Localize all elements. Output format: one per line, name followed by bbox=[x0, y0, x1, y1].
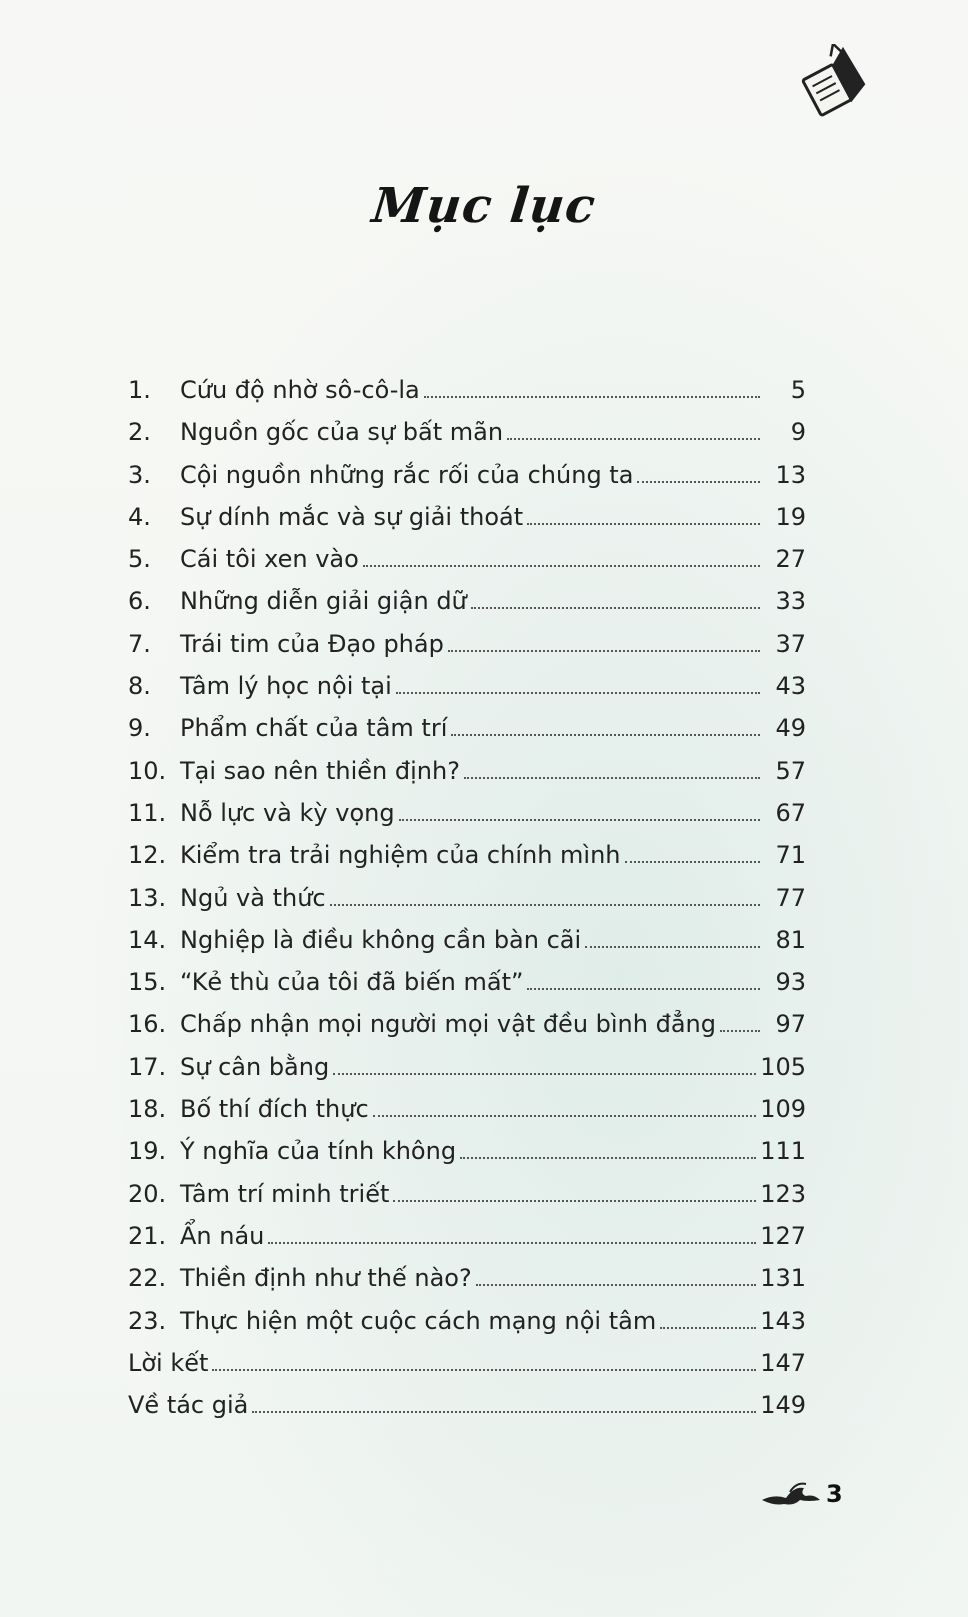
toc-entry-title: Lời kết bbox=[128, 1348, 209, 1377]
dot-leader bbox=[476, 1284, 756, 1286]
toc-entry-number: 9. bbox=[128, 714, 151, 743]
toc-entry-number: 7. bbox=[128, 629, 151, 658]
dot-leader bbox=[396, 692, 760, 694]
page-title: Mục lục bbox=[369, 178, 599, 234]
toc-entry-title: Kiểm tra trải nghiệm của chính mình bbox=[180, 841, 621, 870]
toc-entry-page: 49 bbox=[775, 714, 806, 743]
toc-entry bbox=[128, 580, 806, 622]
dot-leader bbox=[637, 481, 760, 483]
toc-entry-number: 15. bbox=[128, 968, 167, 997]
toc-entry bbox=[128, 411, 806, 453]
dot-leader bbox=[460, 1157, 756, 1159]
toc-entry-title: Về tác giả bbox=[128, 1391, 249, 1420]
toc-entry-title: Tại sao nên thiền định? bbox=[180, 756, 460, 785]
toc-entry bbox=[128, 1342, 806, 1384]
toc-entry-page: 105 bbox=[760, 1052, 806, 1081]
toc-entry bbox=[128, 538, 806, 580]
page-footer bbox=[760, 1476, 850, 1516]
dot-leader bbox=[363, 565, 760, 567]
toc-entry bbox=[128, 1130, 806, 1172]
toc-entry-page: 131 bbox=[760, 1264, 806, 1293]
toc-entry-page: 71 bbox=[775, 841, 806, 870]
toc-entry-page: 13 bbox=[775, 460, 806, 489]
toc-entry-page: 81 bbox=[775, 925, 806, 954]
toc-entry-number: 11. bbox=[128, 798, 167, 827]
toc-entry bbox=[128, 919, 806, 961]
dot-leader bbox=[212, 1369, 756, 1371]
table-of-contents bbox=[128, 369, 806, 1426]
dot-leader bbox=[585, 946, 760, 948]
toc-entry-page: 127 bbox=[760, 1221, 806, 1250]
publisher-book-logo-icon bbox=[798, 44, 870, 122]
toc-entry-page: 123 bbox=[760, 1179, 806, 1208]
toc-entry-title: Tâm lý học nội tại bbox=[180, 672, 392, 701]
toc-entry bbox=[128, 1003, 806, 1045]
toc-entry-page: 77 bbox=[775, 883, 806, 912]
toc-entry-number: 5. bbox=[128, 545, 151, 574]
toc-entry-title: Chấp nhận mọi người mọi vật đều bình đẳng bbox=[180, 1010, 716, 1039]
toc-entry-number: 22. bbox=[128, 1264, 167, 1293]
toc-entry-title: Ngủ và thức bbox=[180, 883, 326, 912]
toc-entry-number: 8. bbox=[128, 672, 151, 701]
toc-entry bbox=[128, 792, 806, 834]
toc-entry bbox=[128, 750, 806, 792]
toc-entry-number: 18. bbox=[128, 1095, 167, 1124]
dot-leader bbox=[471, 607, 760, 609]
toc-entry-page: 5 bbox=[790, 376, 806, 404]
toc-entry-page: 109 bbox=[760, 1095, 806, 1124]
toc-entry bbox=[128, 1300, 806, 1342]
toc-entry-page: 111 bbox=[760, 1137, 806, 1166]
toc-entry-title: Ẩn náu bbox=[180, 1221, 265, 1250]
dot-leader bbox=[393, 1200, 756, 1202]
toc-entry-title: Thực hiện một cuộc cách mạng nội tâm bbox=[180, 1306, 657, 1335]
toc-entry-title: Nguồn gốc của sự bất mãn bbox=[180, 418, 504, 447]
toc-entry-title: Nỗ lực và kỳ vọng bbox=[180, 798, 395, 827]
toc-entry-number: 2. bbox=[128, 418, 151, 447]
toc-entry-page: 67 bbox=[775, 798, 806, 827]
bird-ornament-icon bbox=[760, 1480, 822, 1510]
toc-entry bbox=[128, 1384, 806, 1426]
toc-entry-number: 20. bbox=[128, 1179, 167, 1208]
toc-entry-number: 23. bbox=[128, 1306, 167, 1335]
toc-entry-title: Cội nguồn những rắc rối của chúng ta bbox=[180, 460, 634, 489]
dot-leader bbox=[268, 1242, 756, 1244]
dot-leader bbox=[507, 438, 760, 440]
dot-leader bbox=[625, 861, 760, 863]
dot-leader bbox=[451, 734, 760, 736]
toc-entry-page: 57 bbox=[775, 756, 806, 785]
toc-entry-title: Tâm trí minh triết bbox=[180, 1179, 390, 1208]
toc-entry bbox=[128, 877, 806, 919]
toc-entry bbox=[128, 834, 806, 876]
toc-entry-title: Ý nghĩa của tính không bbox=[180, 1137, 457, 1166]
toc-entry-page: 97 bbox=[775, 1010, 806, 1039]
toc-entry bbox=[128, 1088, 806, 1130]
toc-entry-page: 27 bbox=[775, 545, 806, 574]
toc-entry-page: 149 bbox=[760, 1391, 806, 1420]
toc-entry-page: 147 bbox=[760, 1348, 806, 1377]
toc-entry bbox=[128, 1257, 806, 1299]
toc-entry-page: 19 bbox=[775, 502, 806, 531]
toc-entry-page: 143 bbox=[760, 1306, 806, 1335]
toc-entry bbox=[128, 369, 806, 411]
dot-leader bbox=[448, 650, 760, 652]
toc-entry-title: Cứu độ nhờ sô-cô-la bbox=[180, 376, 420, 404]
toc-entry-number: 3. bbox=[128, 460, 151, 489]
toc-entry-number: 4. bbox=[128, 502, 151, 531]
dot-leader bbox=[660, 1327, 756, 1329]
toc-entry-title: Thiền định như thế nào? bbox=[180, 1264, 472, 1293]
toc-entry-number: 10. bbox=[128, 756, 167, 785]
toc-entry-title: Sự dính mắc và sự giải thoát bbox=[180, 502, 524, 531]
dot-leader bbox=[527, 523, 760, 525]
toc-entry bbox=[128, 707, 806, 749]
dot-leader bbox=[720, 1030, 760, 1032]
toc-entry-number: 16. bbox=[128, 1010, 167, 1039]
toc-entry-title: “Kẻ thù của tôi đã biến mất” bbox=[180, 968, 524, 997]
toc-entry-title: Trái tim của Đạo pháp bbox=[180, 629, 444, 658]
toc-entry bbox=[128, 1215, 806, 1257]
toc-entry-number: 19. bbox=[128, 1137, 167, 1166]
dot-leader bbox=[333, 1073, 756, 1075]
dot-leader bbox=[373, 1115, 757, 1117]
dot-leader bbox=[252, 1411, 756, 1413]
toc-entry-title: Phẩm chất của tâm trí bbox=[180, 714, 448, 743]
dot-leader bbox=[330, 904, 760, 906]
toc-entry-title: Bố thí đích thực bbox=[180, 1095, 369, 1124]
toc-entry-page: 43 bbox=[775, 672, 806, 701]
toc-entry-title: Những diễn giải giận dữ bbox=[180, 587, 467, 616]
toc-entry-number: 6. bbox=[128, 587, 151, 616]
dot-leader bbox=[527, 988, 760, 990]
toc-entry-page: 9 bbox=[790, 418, 806, 447]
toc-entry bbox=[128, 454, 806, 496]
toc-entry-number: 1. bbox=[128, 376, 151, 404]
toc-entry-number: 12. bbox=[128, 841, 167, 870]
toc-entry-title: Cái tôi xen vào bbox=[180, 545, 359, 574]
toc-entry-number: 13. bbox=[128, 883, 167, 912]
toc-entry-number: 17. bbox=[128, 1052, 167, 1081]
toc-entry-page: 33 bbox=[775, 587, 806, 616]
dot-leader bbox=[464, 777, 760, 779]
dot-leader bbox=[399, 819, 760, 821]
dot-leader bbox=[424, 396, 760, 398]
toc-entry-page: 93 bbox=[775, 968, 806, 997]
toc-entry-page: 37 bbox=[775, 629, 806, 658]
toc-entry bbox=[128, 623, 806, 665]
toc-entry bbox=[128, 1046, 806, 1088]
toc-entry bbox=[128, 665, 806, 707]
toc-entry-title: Sự cân bằng bbox=[180, 1052, 330, 1081]
toc-entry bbox=[128, 961, 806, 1003]
toc-entry-title: Nghiệp là điều không cần bàn cãi bbox=[180, 925, 582, 954]
toc-entry bbox=[128, 496, 806, 538]
toc-entry bbox=[128, 1173, 806, 1215]
page-number: 3 bbox=[826, 1480, 843, 1508]
toc-entry-number: 21. bbox=[128, 1221, 167, 1250]
toc-entry-number: 14. bbox=[128, 925, 167, 954]
